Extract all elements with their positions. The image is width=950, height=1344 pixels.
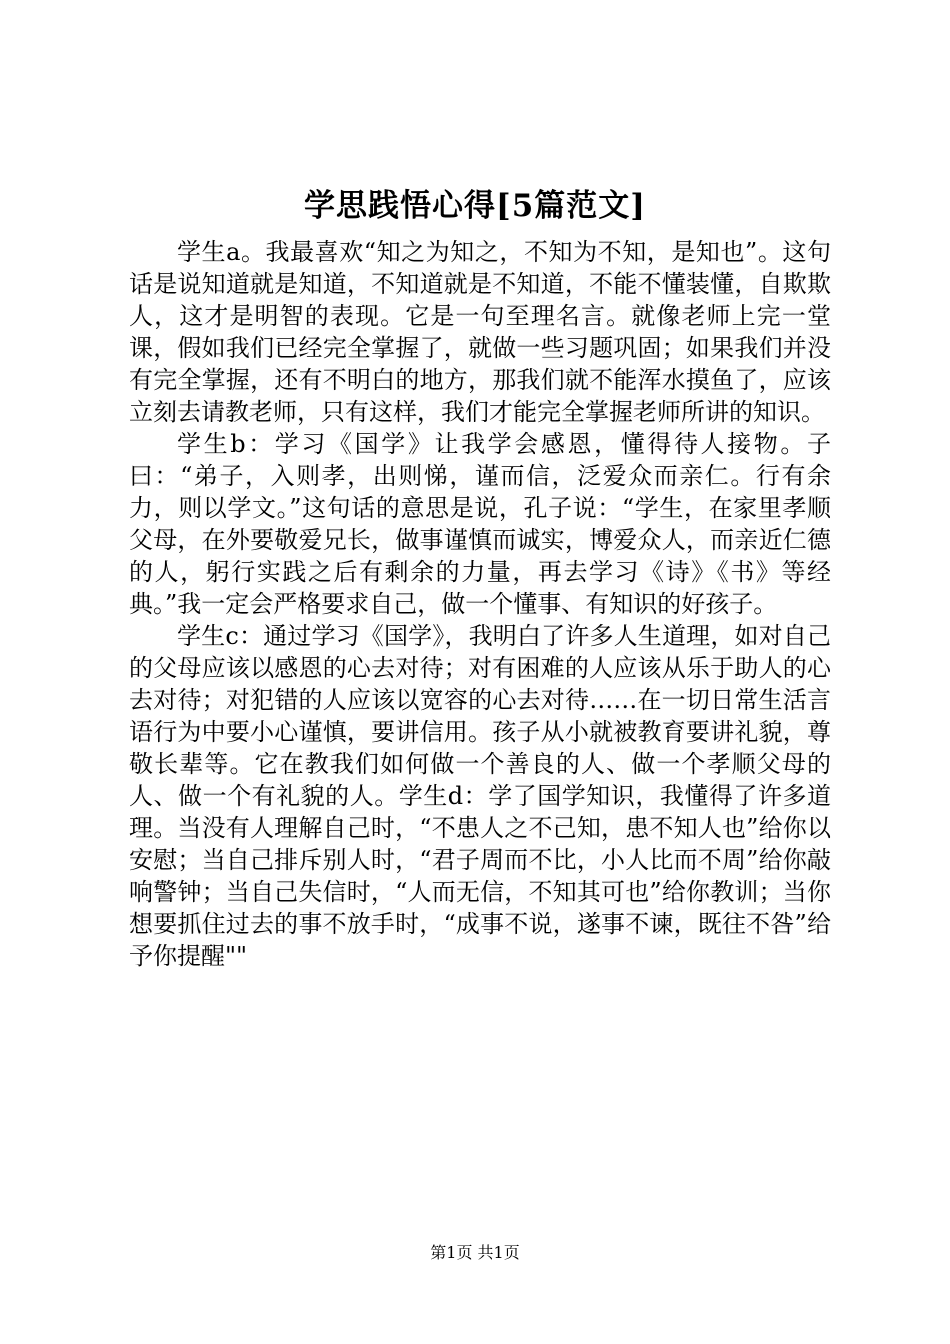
document-body — [129, 236, 831, 972]
paragraph-student-c: 学生c：通过学习《国学》，我明白了许多人生道理，如对自己的父母应该以感恩的心去对待；对有困难的人应该从乐于助人的心去对待；对犯错的人应该以宽容的心去对待……在一切日常生活言语行为中要小心谨慎，要讲信用。孩子从小就被教育要讲礼貌，尊敬长辈等。它在教我们如何做一个善良的人、做一个孝顺父母的人、做一个有礼貌的人。学生d：学了国学知识，我懂得了许多道理。当没有人理解自己时，“不患人之不己知，患不知人也”给你以安慰；当自己排斥别人时，“君子周而不比，小人比而不周”给你敲响警钟；当自己失信时，“人而无信，不知其可也”给你教训；当你想要抓住过去的事不放手时，“成事不说，遂事不谏，既往不咎”给予你提醒"" — [129, 622, 831, 970]
document-title: 学思践悟心得[5篇范文] — [304, 188, 646, 224]
paragraph-student-a: 学生a。我最喜欢“知之为知之，不知为不知，是知也”。这句话是说知道就是知道，不知道就是不知道，不能不懂装懂，自欺欺人，这才是明智的表现。它是一句至理名言。就像老师上完一堂课，假如我们已经完全掌握了，就做一些习题巩固；如果我们并没有完全掌握，还有不明白的地方，那我们就不能浑水摸鱼了，应该立刻去请教老师，只有这样，我们才能完全掌握老师所讲的知识。 — [129, 238, 831, 426]
page-footer — [0, 1243, 950, 1263]
paragraph-student-b: 学生b：学习《国学》让我学会感恩，懂得待人接物。子曰：“弟子，入则孝，出则悌，谨而信，泛爱众而亲仁。行有余力，则以学文。”这句话的意思是说，孔子说：“学生，在家里孝顺父母，在外要敬爱兄长，做事谨慎而诚实，博爱众人，而亲近仁德的人，躬行实践之后有剩余的力量，再去学习《诗》《书》等经典。”我一定会严格要求自己，做一个懂事、有知识的好孩子。 — [129, 430, 831, 618]
page-number-label: 第1页 共1页 — [430, 1243, 520, 1262]
